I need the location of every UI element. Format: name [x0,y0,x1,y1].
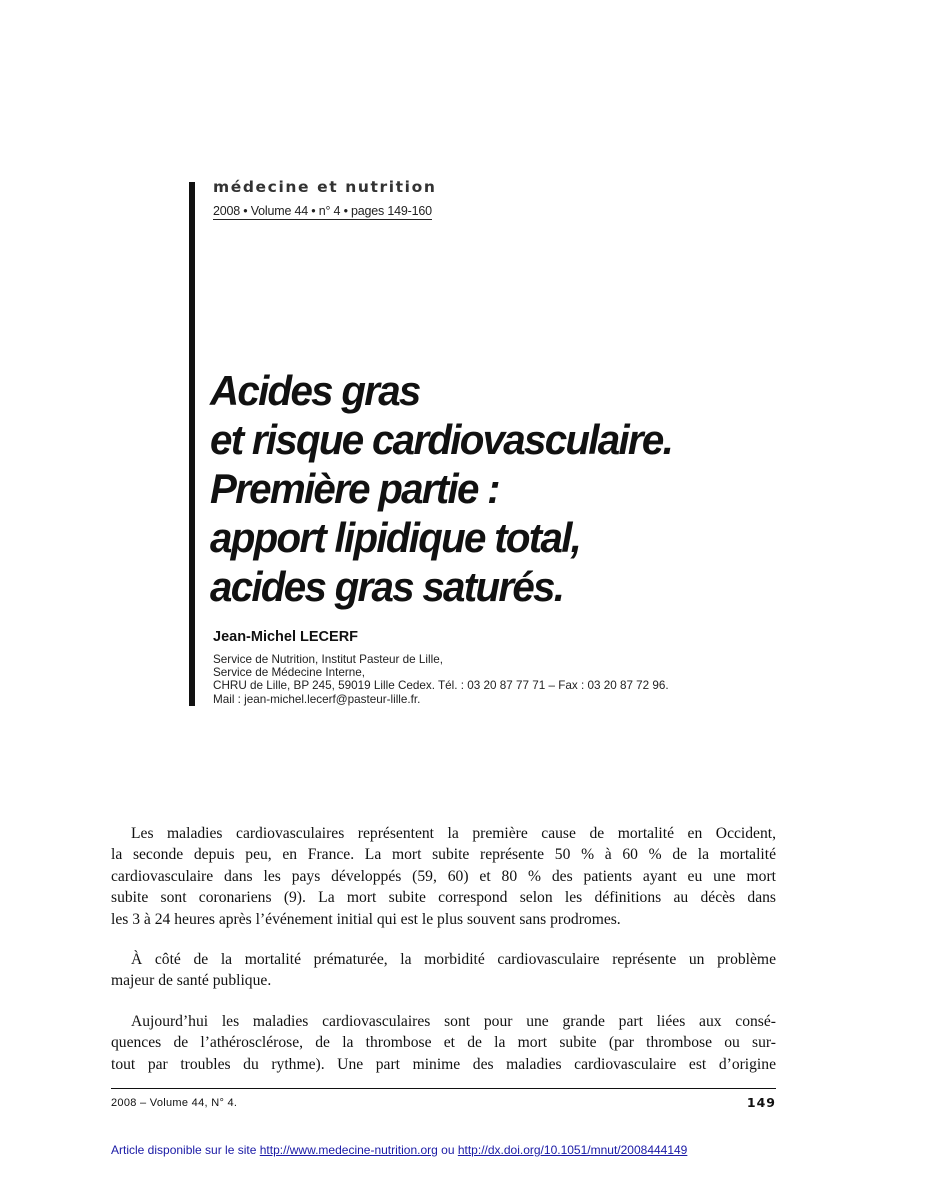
title-line: apport lipidique total, [210,514,581,561]
title-line: Première partie : [210,465,499,512]
article-body [111,823,776,1094]
page-number: 149 [746,1095,776,1110]
body-line: la seconde depuis peu, en France. La mort subite représente 50 % à 60 % de la mortalité [111,846,776,864]
author-affiliation [213,653,669,706]
body-line: quences de l’athérosclérose, de la thrombose et de la mort subite (par thrombose ou sur- [111,1034,776,1052]
footer-issue: 2008 – Volume 44, N° 4. [111,1097,238,1109]
title-line: et risque cardiovasculaire. [210,416,673,463]
journal-site-link[interactable]: http://www.medecine-nutrition.org [259,1143,438,1157]
affiliation-line: CHRU de Lille, BP 245, 59019 Lille Cedex. Tél. : 03 20 87 77 71 – Fax : 03 20 87 72 96. [213,679,669,693]
availability-prefix: Article disponible sur le site [111,1143,260,1157]
availability-notice [111,1143,687,1157]
affiliation-line: Mail : jean-michel.lecerf@pasteur-lille.fr. [213,692,421,706]
paragraph [111,823,776,930]
body-line: À côté de la mortalité prématurée, la morbidité cardiovasculaire représente un problème [131,951,776,969]
body-line: subite sont coronariens (9). La mort subite correspond selon les définitions au décès dans [111,889,776,907]
body-line: Les maladies cardiovasculaires représentent la première cause de mortalité en Occident, [131,825,776,842]
title-line: acides gras saturés. [210,563,564,610]
body-line: les 3 à 24 heures après l’événement initial qui est le plus souvent sans prodromes. [111,910,621,928]
body-line: majeur de santé publique. [111,972,272,990]
paragraph [111,949,776,992]
title-side-bar [189,182,195,706]
title-line: Acides gras [210,367,420,414]
author-name: Jean-Michel LECERF [213,629,359,645]
footer-rule [111,1088,776,1089]
doi-link[interactable]: http://dx.doi.org/10.1051/mnut/2008444149 [457,1143,688,1157]
body-line: Aujourd’hui les maladies cardiovasculaires sont pour une grande part liées aux consé- [131,1012,776,1030]
affiliation-line: Service de Nutrition, Institut Pasteur de Lille, [213,653,443,666]
availability-middle: ou [437,1143,458,1157]
body-line: cardiovasculaire dans les pays développés (59, 60) et 80 % des patients ayant eu une mort [111,867,776,885]
paragraph [111,1011,776,1075]
journal-name: médecine et nutrition [213,178,437,196]
body-line: tout par troubles du rythme). Une part minime des maladies cardiovasculaire est d’origine [111,1055,776,1073]
affiliation-line: Service de Médecine Interne, [213,666,366,680]
article-title [210,366,824,611]
issue-info: 2008 • Volume 44 • n° 4 • pages 149-160 [213,204,432,218]
